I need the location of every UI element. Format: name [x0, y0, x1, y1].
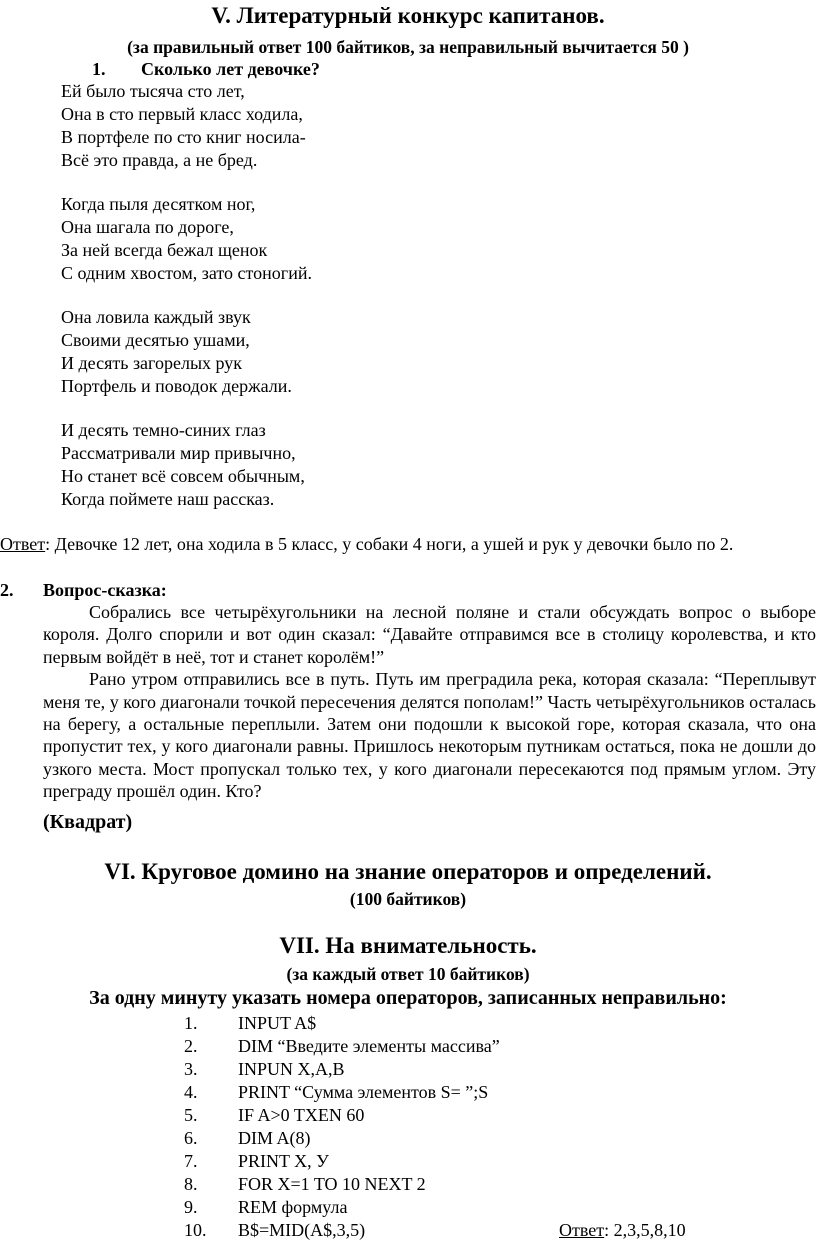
- item-number: 2.: [184, 1036, 198, 1056]
- poem-line: И десять темно-синих глаз: [61, 420, 266, 440]
- fairy-tale-paragraph: Рано утром отправились все в путь. Путь им преградила река, которая сказала: “Переплывут меня те, у кого диагонали точкой пересечения делятся пополам!” Часть четырёхугольников осталась на берегу, а остальные переплыли. Затем они подошли к высокой горе, которая сказала, что она пропустит тех, у кого диагонали равны. Пришлось некоторым путникам остаться, пока не дошли до узкого места. Мост пропускал только тех, у кого диагонали пересекаются под прямым углом. Эту преграду прошёл один. Кто?: [43, 669, 816, 802]
- section-5-subtitle: (за правильный ответ 100 байтиков, за неправильный вычитается 50 ): [127, 37, 689, 57]
- answer-1: [0, 533, 733, 555]
- poem-line: Портфель и поводок держали.: [61, 376, 292, 396]
- poem-line: Ей было тысяча сто лет,: [61, 81, 245, 101]
- poem-line: Она шагала по дороге,: [61, 217, 234, 237]
- poem-line: Она ловила каждый звук: [61, 307, 251, 327]
- section-6-subtitle: (100 байтиков): [349, 889, 467, 909]
- answer-text: : Девочке 12 лет, она ходила в 5 класс, у собаки 4 ноги, а ушей и рук у девочки было по 2.: [45, 534, 734, 554]
- item-number: 6.: [184, 1128, 198, 1148]
- item-text: DIM “Введите элементы массива”: [238, 1036, 500, 1056]
- answer-7: [559, 1219, 686, 1241]
- question-2-number: 2.: [0, 580, 14, 600]
- item-text: IF A>0 TXEN 60: [238, 1105, 365, 1125]
- fairy-tale-paragraph: Собрались все четырёхугольники на лесной поляне и стали обсуждать вопрос о выборе короля. Долго спорили и вот один сказал: “Давайте отправимся все в столицу королевства, и кто первым войдёт в неё, тот и станет королём!”: [43, 602, 816, 667]
- item-number: 7.: [184, 1151, 198, 1171]
- answer-text: : 2,3,5,8,10: [604, 1220, 686, 1240]
- question-2-answer: (Квадрат): [43, 811, 133, 833]
- item-number: 3.: [184, 1059, 198, 1079]
- answer-label: Ответ: [0, 534, 46, 554]
- item-text: INPUT A$: [238, 1013, 317, 1033]
- item-text: INPUN X,A,B: [238, 1059, 345, 1079]
- poem-line: За ней всегда бежал щенок: [61, 240, 268, 260]
- section-6-title: VI. Круговое домино на знание операторов и определений.: [104, 859, 712, 884]
- item-number: 9.: [184, 1197, 198, 1217]
- poem-line: С одним хвостом, зато стоногий.: [61, 263, 312, 283]
- section-7-task: За одну минуту указать номера операторов, записанных неправильно:: [89, 987, 727, 1009]
- poem-line: И десять загорелых рук: [61, 353, 243, 373]
- item-text: DIM A(8): [238, 1128, 311, 1148]
- question-1-title: Сколько лет девочке?: [141, 59, 320, 79]
- item-text: B$=MID(A$,3,5): [238, 1220, 366, 1240]
- item-number: 8.: [184, 1174, 198, 1194]
- item-number: 4.: [184, 1082, 198, 1102]
- poem-line: Но станет всё совсем обычным,: [61, 466, 305, 486]
- question-2-title: Вопрос-сказка:: [43, 580, 167, 600]
- item-text: FOR X=1 TO 10 NEXT 2: [238, 1174, 426, 1194]
- section-7-subtitle: (за каждый ответ 10 байтиков): [286, 964, 530, 984]
- section-7-title: VII. На внимательность.: [279, 933, 537, 958]
- poem-line: Рассматривали мир привычно,: [61, 443, 296, 463]
- poem-line: Когда поймете наш рассказ.: [61, 489, 275, 509]
- item-number: 1.: [184, 1013, 198, 1033]
- poem-line: Своими десятью ушами,: [61, 330, 250, 350]
- poem-line: Всё это правда, а не бред.: [61, 150, 258, 170]
- section-5-title: V. Литературный конкурс капитанов.: [211, 3, 605, 28]
- item-text: PRINT “Сумма элементов S= ”;S: [238, 1082, 489, 1102]
- item-text: REM формула: [238, 1197, 348, 1217]
- question-1-number: 1.: [92, 59, 106, 79]
- item-number: 5.: [184, 1105, 198, 1125]
- poem-line: В портфеле по сто книг носила-: [61, 127, 306, 147]
- item-number: 10.: [184, 1220, 207, 1240]
- poem-line: Когда пыля десятком ног,: [61, 194, 256, 214]
- answer-label: Ответ: [559, 1220, 605, 1240]
- item-text: PRINT X, У: [238, 1151, 329, 1171]
- fairy-tale-text: [43, 601, 816, 803]
- poem-line: Она в сто первый класс ходила,: [61, 104, 303, 124]
